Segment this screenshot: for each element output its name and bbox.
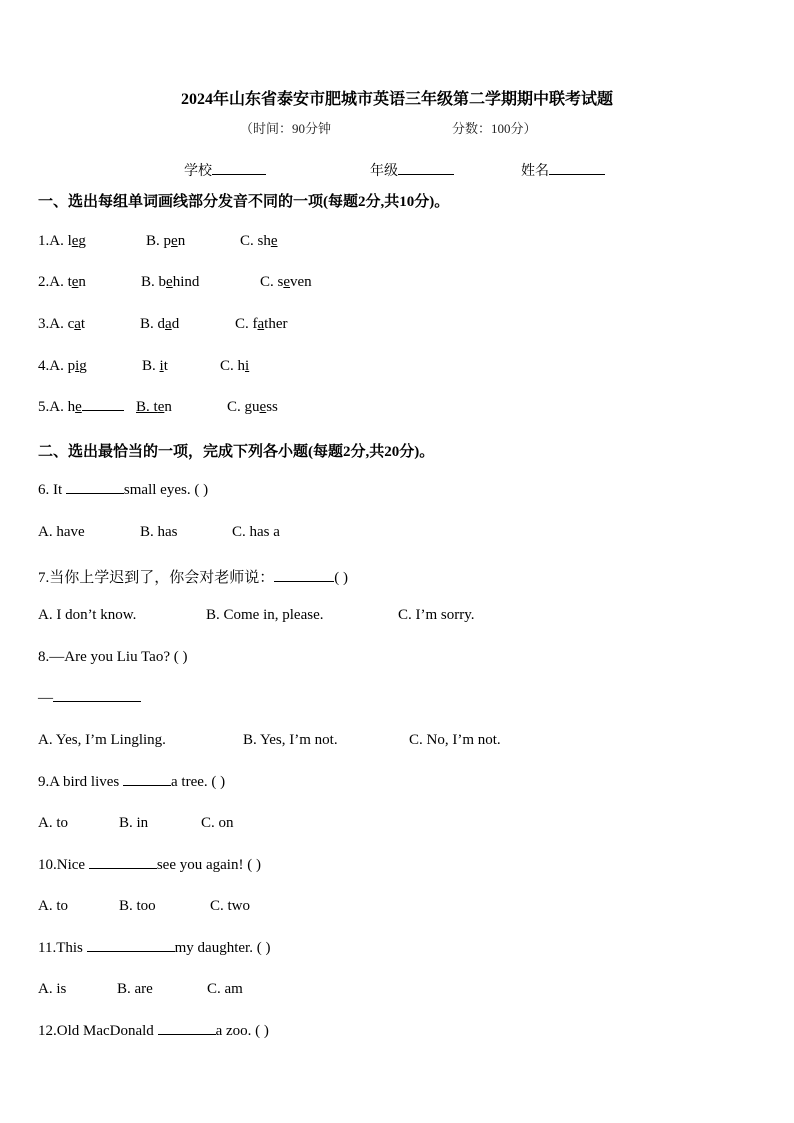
underlined-letter: i: [245, 358, 250, 374]
underlined-letter: i: [159, 358, 164, 374]
q1-option-b[interactable]: [146, 233, 185, 250]
option-text: C. h: [220, 358, 246, 374]
section1-heading: 一、选出每组单词画线部分发音不同的一项(每题2分,共10分)。: [38, 194, 450, 210]
question-text-end: see you again! ( ): [156, 857, 261, 873]
page-title: 2024年山东省泰安市肥城市英语三年级第二学期期中联考试题: [180, 91, 613, 108]
dialogue-dash: —: [38, 690, 53, 706]
q3-option-b[interactable]: [140, 316, 179, 333]
q5-option-b[interactable]: [136, 399, 172, 416]
name-blank[interactable]: [549, 174, 605, 175]
option-rest: n: [177, 233, 186, 249]
question-text: 9.A bird lives: [38, 774, 123, 790]
question-10: [38, 857, 261, 874]
answer-blank[interactable]: [89, 868, 157, 869]
question-number: 2.: [38, 274, 50, 290]
q7-option-b[interactable]: B. Come in, please.: [206, 607, 324, 623]
q3-option-c[interactable]: [235, 316, 288, 333]
answer-blank[interactable]: [66, 493, 124, 494]
option-rest: n: [164, 399, 172, 415]
q8-option-a[interactable]: A. Yes, I’m Lingling.: [38, 732, 166, 748]
question-8-answer-line: [38, 690, 141, 707]
question-text-end: my daughter. ( ): [174, 940, 271, 956]
q9-option-a[interactable]: A. to: [38, 815, 68, 831]
score-label: 分数：100分）: [452, 121, 537, 136]
question-text-end: a tree. ( ): [171, 774, 226, 790]
school-label: 学校: [184, 164, 212, 179]
time-label: （时间：90分钟: [240, 121, 332, 136]
question-text: 6. It: [38, 482, 66, 498]
question-5: [38, 399, 124, 416]
q8-option-c[interactable]: C. No, I’m not.: [409, 732, 501, 748]
q10-option-a[interactable]: A. to: [38, 898, 68, 914]
q1-option-c[interactable]: [240, 233, 278, 250]
option-a-text: A. l: [49, 233, 72, 249]
underlined-letter: e: [166, 274, 173, 290]
option-text: C. s: [260, 274, 284, 290]
q11-option-a[interactable]: A. is: [38, 981, 67, 997]
question-number: 5.: [38, 399, 50, 415]
option-rest: d: [171, 316, 180, 332]
q7-option-c[interactable]: C. I’m sorry.: [398, 607, 475, 623]
school-blank[interactable]: [212, 174, 266, 175]
underlined-letter: a: [165, 316, 172, 332]
option-a-rest: t: [80, 316, 86, 332]
option-text: C. f: [235, 316, 258, 332]
underlined-letter: e: [270, 233, 278, 249]
option-text: B. b: [141, 274, 167, 290]
underlined-letter: e: [283, 274, 291, 290]
underlined-letter: e: [71, 233, 79, 249]
option-a-text: A. c: [49, 316, 75, 332]
option-a-rest: g: [79, 358, 87, 374]
q8-option-b[interactable]: B. Yes, I’m not.: [243, 732, 338, 748]
question-3: [38, 316, 85, 333]
option-a-rest: n: [78, 274, 86, 290]
answer-blank[interactable]: [158, 1034, 216, 1035]
answer-blank[interactable]: [87, 951, 175, 952]
q11-option-c[interactable]: C. am: [207, 981, 243, 997]
underlined-letter: a: [74, 316, 81, 332]
q10-option-b[interactable]: B. too: [119, 898, 156, 914]
q6-option-b[interactable]: B. has: [140, 524, 178, 540]
option-text: C. gu: [227, 399, 260, 415]
name-field: [521, 160, 605, 180]
underlined-letter: e: [171, 233, 178, 249]
question-2: [38, 274, 86, 291]
underlined-letter: a: [257, 316, 265, 332]
option-rest: ven: [290, 274, 312, 290]
question-text-end: a zoo. ( ): [215, 1023, 269, 1039]
question-text-end: ( ): [334, 570, 349, 586]
question-text: 12.Old MacDonald: [38, 1023, 158, 1039]
option-text: B. p: [146, 233, 172, 249]
question-number: 1.: [38, 233, 50, 249]
question-text: 7.当你上学迟到了，你会对老师说：: [38, 570, 275, 586]
section2-heading: 二、选出最恰当的一项，完成下列各小题(每题2分,共20分)。: [38, 444, 435, 460]
question-1: [38, 233, 86, 250]
option-rest: ther: [264, 316, 288, 332]
q9-option-c[interactable]: C. on: [201, 815, 234, 831]
answer-blank[interactable]: [53, 701, 141, 702]
q9-option-b[interactable]: B. in: [119, 815, 149, 831]
q4-option-b[interactable]: [142, 358, 168, 375]
question-text: 10.Nice: [38, 857, 89, 873]
underlined-letter: e: [71, 274, 79, 290]
underlined-letter: e: [259, 399, 267, 415]
option-a-text: A. t: [49, 274, 72, 290]
question-text-end: small eyes. ( ): [123, 482, 209, 498]
question-7: [38, 566, 348, 587]
question-8: 8.—Are you Liu Tao? ( ): [38, 649, 188, 665]
question-text: 11.This: [38, 940, 87, 956]
option-a-text: A. h: [49, 399, 76, 415]
q7-option-a[interactable]: A. I don’t know.: [38, 607, 137, 623]
question-4: [38, 358, 87, 375]
name-label: 姓名: [521, 164, 549, 179]
q2-option-c[interactable]: [260, 274, 312, 291]
underlined-letter: e: [157, 399, 165, 415]
q10-option-c[interactable]: C. two: [210, 898, 251, 914]
q5-option-c[interactable]: [227, 399, 278, 416]
grade-label: 年级: [370, 164, 398, 179]
option-text: B. t: [136, 399, 158, 415]
underline-spacer: [82, 410, 124, 411]
option-text: B.: [142, 358, 160, 374]
question-number: 3.: [38, 316, 50, 332]
grade-field: [370, 160, 454, 180]
question-number: 4.: [38, 358, 50, 374]
question-11: [38, 940, 270, 957]
underlined-letter: e: [75, 399, 82, 415]
answer-blank[interactable]: [123, 785, 171, 786]
q6-option-a[interactable]: A. have: [38, 524, 85, 540]
answer-blank[interactable]: [274, 581, 334, 582]
question-6: [38, 482, 208, 499]
option-a-rest: g: [78, 233, 86, 249]
grade-blank[interactable]: [398, 174, 454, 175]
question-12: [38, 1023, 269, 1040]
option-rest: ss: [266, 399, 278, 415]
option-rest: hind: [172, 274, 200, 290]
q2-option-b[interactable]: [141, 274, 199, 291]
option-a-text: A. p: [49, 358, 76, 374]
q6-option-c[interactable]: C. has a: [232, 524, 280, 540]
q11-option-b[interactable]: B. are: [117, 981, 153, 997]
school-field: [184, 160, 266, 180]
q4-option-c[interactable]: [220, 358, 249, 375]
option-text: B. d: [140, 316, 166, 332]
underlined-letter: i: [75, 358, 80, 374]
option-rest: t: [163, 358, 168, 374]
option-text: C. sh: [240, 233, 271, 249]
question-9: [38, 774, 225, 791]
